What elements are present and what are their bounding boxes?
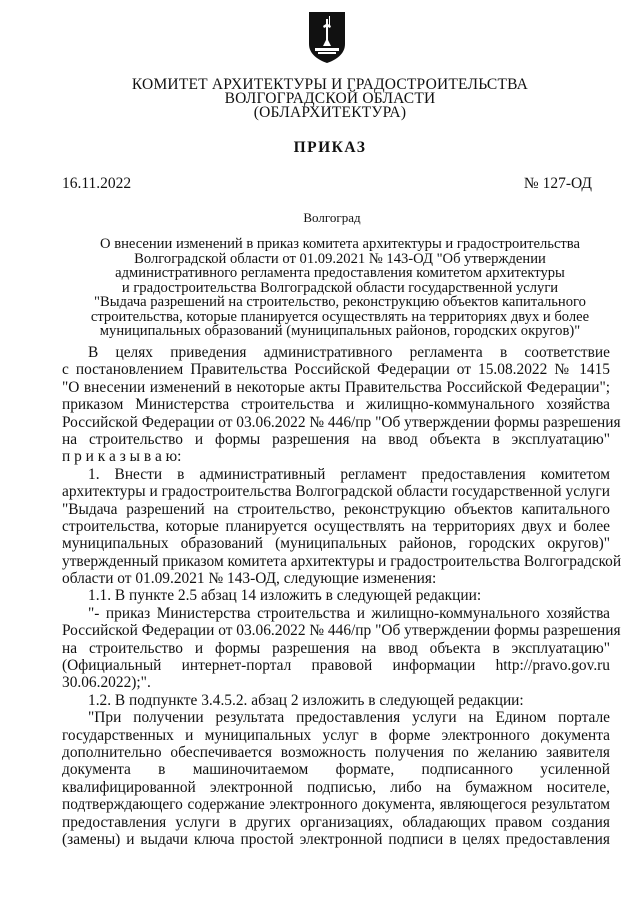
document-body [62, 344, 622, 848]
body-line: утвержденный приказом комитета архитектуры и градостроительства Волгоградской [62, 552, 622, 570]
document-city: Волгоград [303, 210, 361, 225]
body-line: В целях приведения административного регламента в соответствие [88, 344, 610, 361]
subject-line: Волгоградской области от 01.09.2021 № 143-ОД "Об утверждении [134, 250, 546, 267]
body-line: дополнительно обеспечивается возможность получения по желанию заявителя [62, 743, 610, 761]
org-line: (ОБЛАРХИТЕКТУРА) [253, 104, 407, 121]
document-date: 16.11.2022 [62, 175, 132, 192]
subject-line: муниципальных образований (муниципальных районов, городских округов)" [99, 323, 581, 339]
body-line: (замены) и выдачи ключа простой электронной подписи в целях предоставления [62, 830, 610, 848]
org-line: ВОЛГОГРАДСКОЙ ОБЛАСТИ [224, 90, 436, 107]
body-line: "О внесении изменений в некоторые акты Правительства Российской Федерации"; [62, 378, 610, 396]
body-line: муниципальных образований (муниципальных районов, городских округов)" [62, 535, 610, 553]
subject-line: "Выдача разрешений на строительство, реконструкцию объектов капитального [94, 294, 586, 310]
body-line: 1.1. В пункте 2.5 абзац 14 изложить в следующей редакции: [88, 587, 482, 605]
body-line: квалифицированной электронной подписью, либо на бумажном носителе, [62, 778, 610, 796]
body-line: п р и к а з ы в а ю: [62, 448, 182, 466]
body-line: 30.06.2022);". [62, 674, 151, 692]
body-line: (Официальный интернет-портал правовой информации http://pravo.gov.ru [62, 657, 610, 675]
subject-line: административного регламента предоставления комитетом архитектуры [115, 265, 565, 281]
body-line: приказом Министерства строительства и жилищно-коммунального хозяйства [62, 396, 610, 414]
body-line: архитектуры и градостроительства Волгоградской области государственной услуги [62, 483, 610, 501]
body-line: "- приказ Министерства строительства и жилищно-коммунального хозяйства [88, 604, 610, 622]
document-number: № 127-ОД [523, 175, 592, 192]
volgograd-coat-of-arms-icon [306, 10, 348, 64]
org-line: КОМИТЕТ АРХИТЕКТУРЫ И ГРАДОСТРОИТЕЛЬСТВА [131, 76, 529, 93]
body-line: на строительство и формы разрешения на ввод объекта в эксплуатацию" [62, 430, 610, 448]
body-line: "Выдача разрешений на строительство, реконструкцию объектов капитального [62, 500, 610, 518]
document-type: ПРИКАЗ [293, 139, 367, 156]
body-line: "При получении результата предоставления услуги на Едином портале [88, 709, 610, 727]
body-line: на строительство и формы разрешения на ввод объекта в эксплуатацию" [62, 639, 610, 657]
subject-line: строительства, которые планируется осуществлять на территориях двух и более [90, 308, 590, 325]
body-line: государственных и муниципальных услуг в форме электронного документа [62, 726, 610, 744]
subject-line: и градостроительства Волгоградской области государственной услуги [121, 279, 559, 296]
subject-line: О внесении изменений в приказ комитета архитектуры и градостроительства [100, 236, 580, 252]
body-line: с постановлением Правительства Российской Федерации от 15.08.2022 № 1415 [62, 361, 610, 379]
body-line: области от 01.09.2021 № 143-ОД, следующие изменения: [62, 570, 437, 588]
body-line: Российской Федерации от 03.06.2022 № 446/пр "Об утверждении формы разрешения [62, 413, 621, 431]
body-line: подтверждающего содержание электронного документа, являющегося результатом [62, 796, 610, 814]
body-line: Российской Федерации от 03.06.2022 № 446/пр "Об утверждении формы разрешения [62, 622, 621, 640]
body-line: 1. Внести в административный регламент предоставления комитетом [88, 465, 610, 483]
organization-name [100, 78, 560, 120]
body-line: 1.2. В подпункте 3.4.5.2. абзац 2 изложить в следующей редакции: [88, 691, 524, 709]
body-line: строительства, которые планируется осуществлять на территориях двух и более [62, 517, 610, 535]
document-subject [40, 237, 640, 339]
body-line: документа в машиночитаемом формате, подписанного усиленной [62, 761, 610, 779]
body-line: предоставления услуги в других организациях, обладающих правом создания [62, 813, 610, 831]
